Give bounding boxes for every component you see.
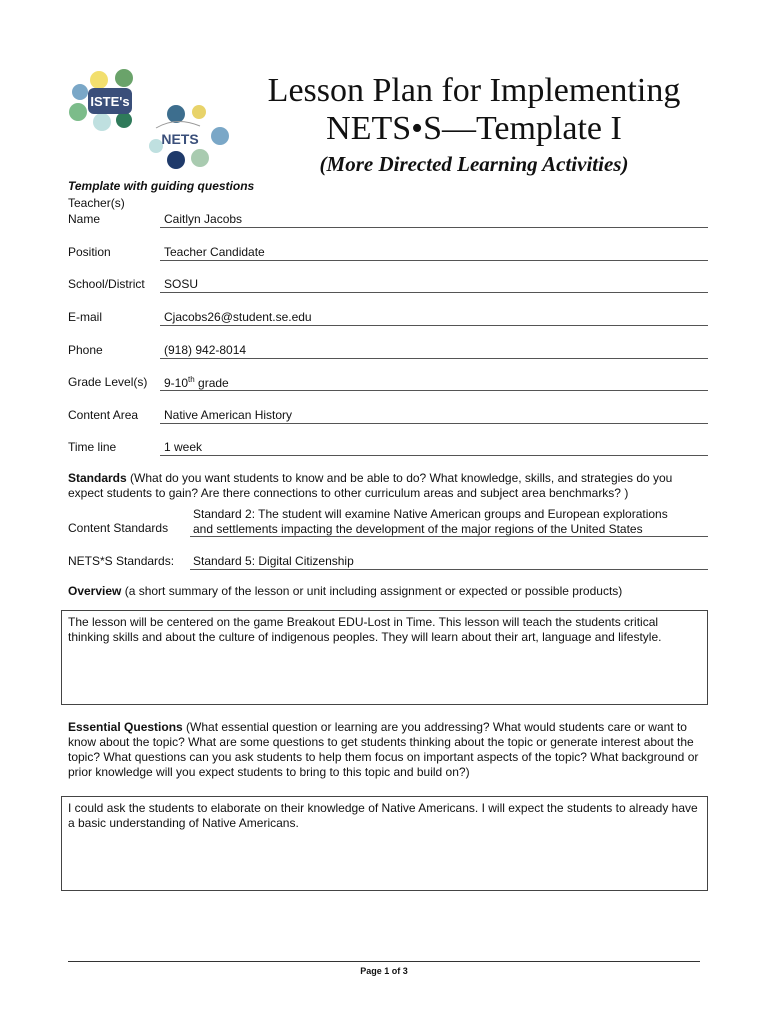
essential-questions-section (68, 720, 708, 780)
standards-section (68, 471, 708, 501)
email-value: Cjacobs26@student.se.edu (164, 310, 312, 324)
nets-standards-rule (190, 569, 708, 570)
name-rule (160, 227, 708, 228)
iste-nets-logo (66, 66, 232, 172)
essential-questions-prompt: (What essential question or learning are you addressing? What would students care or want to know about the topic? What are some questions to get students thinking about the topic or generate interest about the topic? What questions can you ask students to help them focus on important aspects of the topic? What background or prior knowledge will you expect students to bring to this topic and build on?) (68, 720, 699, 779)
standards-prompt: (What do you want students to know and be able to do? What knowledge, skills, and strategies do you expect students to gain? Are there connections to other curriculum areas and subject area benchmarks? ) (68, 471, 673, 500)
email-rule (160, 325, 708, 326)
position-label: Position (68, 245, 111, 259)
content-area-label: Content Area (68, 408, 139, 422)
nets-standards-value: Standard 5: Digital Citizenship (193, 554, 354, 568)
grade-rule (160, 390, 708, 391)
essential-questions-box (61, 796, 708, 891)
timeline-rule (160, 455, 708, 456)
grade-value-main: 9-10 (164, 376, 189, 390)
phone-label: Phone (68, 343, 103, 357)
standards-heading: Standards (68, 471, 127, 485)
grade-label: Grade Level(s) (68, 375, 148, 389)
page-subtitle: (More Directed Learning Activities) (319, 152, 629, 176)
phone-value: (918) 942-8014 (164, 343, 247, 357)
content-area-rule (160, 423, 708, 424)
timeline-value: 1 week (164, 440, 203, 454)
overview-box (61, 610, 708, 705)
grade-value-sup: th (188, 375, 195, 384)
grade-value-suffix: grade (194, 376, 229, 390)
phone-rule (160, 358, 708, 359)
logo-iste-text: ISTE's (90, 94, 130, 109)
content-standards-line1: Standard 2: The student will examine Native American groups and European explorations (193, 507, 668, 521)
timeline-label: Time line (68, 440, 117, 454)
title-block (240, 72, 708, 177)
overview-section (68, 584, 708, 599)
name-value: Caitlyn Jacobs (164, 212, 243, 226)
overview-prompt: (a short summary of the lesson or unit including assignment or expected or possible products) (121, 584, 623, 598)
name-label: Name (68, 212, 101, 226)
guiding-questions-label: Template with guiding questions (68, 179, 255, 193)
logo-nets-text: NETS (161, 131, 199, 147)
page-title-line1: Lesson Plan for Implementing (267, 72, 681, 109)
teacher-label: Teacher(s) (68, 196, 125, 210)
nets-standards-label: NETS*S Standards: (68, 554, 175, 568)
email-label: E-mail (68, 310, 103, 324)
content-standards-line2: and settlements impacting the development of the major regions of the United States (193, 522, 643, 536)
footer-rule (68, 961, 700, 962)
content-standards-label: Content Standards (68, 521, 169, 535)
grade-value (164, 375, 229, 390)
position-rule (160, 260, 708, 261)
content-area-value: Native American History (164, 408, 293, 422)
school-rule (160, 292, 708, 293)
school-label: School/District (68, 277, 145, 291)
essential-questions-text: I could ask the students to elaborate on their knowledge of Native Americans. I will expect the students to already have a basic understanding of Native Americans. (68, 801, 698, 830)
essential-questions-heading: Essential Questions (68, 720, 183, 734)
school-value: SOSU (164, 277, 199, 291)
logo-graphic (66, 66, 232, 172)
page-number: Page 1 of 3 (360, 966, 408, 976)
page-title-line2: NETS•S—Template I (326, 110, 622, 147)
content-standards-rule (190, 536, 708, 537)
position-value: Teacher Candidate (164, 245, 265, 259)
overview-heading: Overview (68, 584, 122, 598)
content-standards-value (193, 507, 713, 537)
overview-text: The lesson will be centered on the game Breakout EDU-Lost in Time. This lesson will teach the students critical thinking skills and about the culture of indigenous peoples. They will learn about their art, language and lifestyle. (68, 615, 662, 644)
